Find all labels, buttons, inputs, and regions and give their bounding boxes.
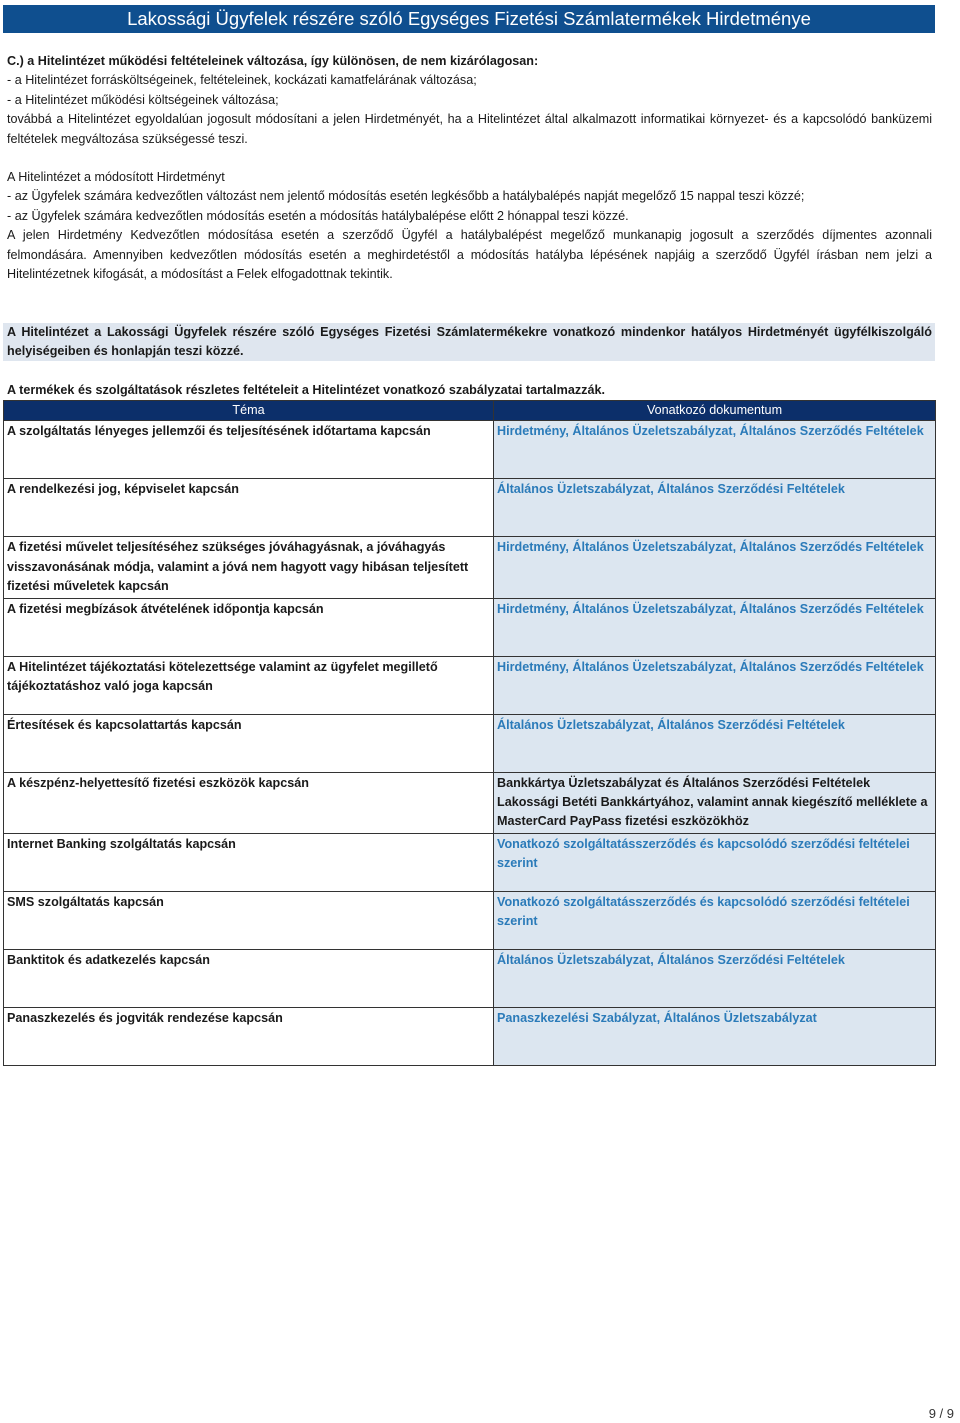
section-c-line: - a Hitelintézet működési költségeinek változása; bbox=[7, 92, 279, 107]
table-row bbox=[4, 949, 936, 1007]
row-document[interactable]: Hirdetmény, Általános Üzeletszabályzat, Általános Szerződés Feltételek bbox=[494, 421, 936, 479]
section-c-heading: C.) a Hitelintézet működési feltételeinek változása, így különösen, de nem kizárólagosan: bbox=[7, 54, 539, 68]
publication-notice: A Hitelintézet a Lakossági Ügyfelek részére szóló Egységes Fizetési Számlatermékekre vonatkozó mindenkor hatályos Hirdetményét ügyfélkiszolgáló helyiségeiben és honlapján teszi közzé. bbox=[7, 325, 932, 359]
table-header-row bbox=[4, 401, 936, 421]
row-topic: A fizetési megbízások átvételének időpontja kapcsán bbox=[4, 598, 494, 656]
table-row bbox=[4, 598, 936, 656]
modification-line: - az Ügyfelek számára kedvezőtlen változást nem jelentő módosítás esetén legkésőbb a hatálybalépés napját megelőző 15 nappal teszi közzé; bbox=[7, 189, 805, 204]
row-document[interactable]: Vonatkozó szolgáltatásszerződés és kapcsolódó szerződési feltételei szerint bbox=[494, 833, 936, 891]
row-topic: Internet Banking szolgáltatás kapcsán bbox=[4, 833, 494, 891]
row-document[interactable]: Vonatkozó szolgáltatásszerződés és kapcsolódó szerződési feltételei szerint bbox=[494, 891, 936, 949]
row-document: Bankkártya Üzletszabályzat és Általános Szerződési Feltételek Lakossági Betéti Bankkártyához, valamint annak kiegészítő melléklete a MasterCard PayPass fizetési eszközökhöz bbox=[494, 772, 936, 833]
row-document[interactable]: Általános Üzletszabályzat, Általános Szerződési Feltételek bbox=[494, 479, 936, 537]
row-topic: A szolgáltatás lényeges jellemzői és teljesítésének időtartama kapcsán bbox=[4, 421, 494, 479]
row-document[interactable]: Panaszkezelési Szabályzat, Általános Üzletszabályzat bbox=[494, 1007, 936, 1065]
header-topic: Téma bbox=[4, 401, 494, 421]
header-document: Vonatkozó dokumentum bbox=[494, 401, 936, 421]
row-topic: A rendelkezési jog, képviselet kapcsán bbox=[4, 479, 494, 537]
table-row bbox=[4, 772, 936, 833]
row-document[interactable]: Hirdetmény, Általános Üzeletszabályzat, Általános Szerződés Feltételek bbox=[494, 656, 936, 714]
documents-table bbox=[3, 400, 936, 1066]
table-row bbox=[4, 421, 936, 479]
row-document[interactable]: Hirdetmény, Általános Üzeletszabályzat, Általános Szerződés Feltételek bbox=[494, 537, 936, 598]
page-title: Lakossági Ügyfelek részére szóló Egységes Fizetési Számlatermékek Hirdetménye bbox=[3, 5, 935, 33]
row-topic: Értesítések és kapcsolattartás kapcsán bbox=[4, 714, 494, 772]
row-document[interactable]: Általános Üzletszabályzat, Általános Szerződési Feltételek bbox=[494, 949, 936, 1007]
table-row bbox=[4, 656, 936, 714]
table-row bbox=[4, 714, 936, 772]
table-row bbox=[4, 891, 936, 949]
row-topic: A készpénz-helyettesítő fizetési eszközök kapcsán bbox=[4, 772, 494, 833]
table-row bbox=[4, 833, 936, 891]
modification-paragraph: A jelen Hirdetmény Kedvezőtlen módosítása esetén a szerződő Ügyfél a hatálybalépést megelőző munkanapig jogosult a szerződés díjmentes azonnali felmondására. Amennyiben kedvezőtlen módosítás esetén a meghirdetéstől a módosítás hatályba lépésének napjáig a szerződő Ügyfél írásban nem jelzi a Hitelintézetnek kifogását, a módosítást a Felek elfogadottnak tekintik. bbox=[7, 228, 932, 282]
table-row bbox=[4, 479, 936, 537]
table-row bbox=[4, 1007, 936, 1065]
modification-intro: A Hitelintézet a módosított Hirdetményt bbox=[7, 170, 225, 184]
table-intro: A termékek és szolgáltatások részletes feltételeit a Hitelintézet vonatkozó szabályzatai tartalmazzák. bbox=[7, 383, 605, 397]
section-c-paragraph: továbbá a Hitelintézet egyoldalúan jogosult módosítani a jelen Hirdetményét, ha a Hitelintézet által alkalmazott informatikai környezet- és a kapcsolódó banküzemi feltételek megváltozása szükségessé teszi. bbox=[7, 112, 932, 146]
section-c bbox=[7, 52, 932, 149]
section-c-line: - a Hitelintézet forrásköltségeinek, feltételeinek, kockázati kamatfelárának változása; bbox=[7, 73, 477, 88]
row-document[interactable]: Általános Üzletszabályzat, Általános Szerződési Feltételek bbox=[494, 714, 936, 772]
row-topic: A Hitelintézet tájékoztatási kötelezettsége valamint az ügyfelet megillető tájékoztatáshoz való joga kapcsán bbox=[4, 656, 494, 714]
table-row bbox=[4, 537, 936, 598]
page-number: 9 / 9 bbox=[928, 1406, 954, 1421]
modification-section bbox=[7, 168, 932, 284]
row-document[interactable]: Hirdetmény, Általános Üzeletszabályzat, Általános Szerződés Feltételek bbox=[494, 598, 936, 656]
row-topic: SMS szolgáltatás kapcsán bbox=[4, 891, 494, 949]
row-topic: A fizetési művelet teljesítéséhez szükséges jóváhagyásnak, a jóváhagyás visszavonásának módja, valamint a jóvá nem hagyott vagy hibásan teljesített fizetési műveletek kapcsán bbox=[4, 537, 494, 598]
row-topic: Panaszkezelés és jogviták rendezése kapcsán bbox=[4, 1007, 494, 1065]
row-topic: Banktitok és adatkezelés kapcsán bbox=[4, 949, 494, 1007]
modification-line: - az Ügyfelek számára kedvezőtlen módosítás esetén a módosítás hatálybalépése előtt 2 hónappal teszi közzé. bbox=[7, 208, 629, 223]
